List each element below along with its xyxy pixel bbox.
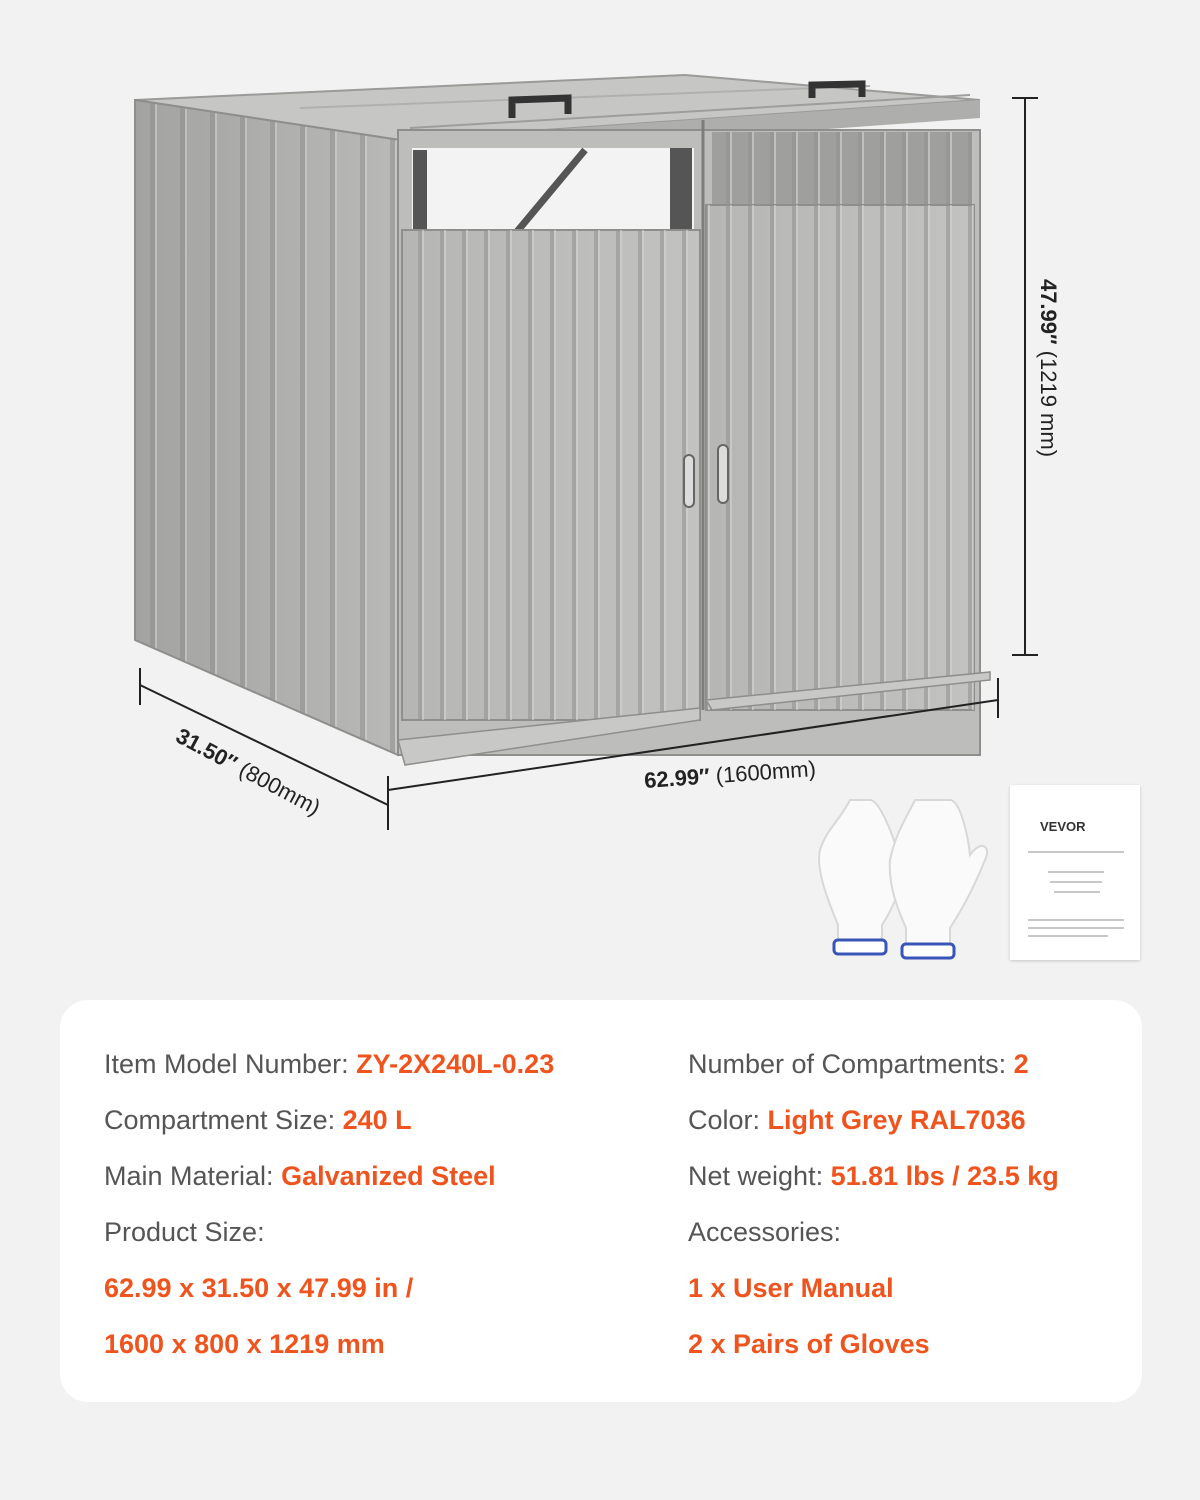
spec-compartment-size: Compartment Size: 240 L	[104, 1105, 412, 1135]
specs-left-column	[104, 1036, 554, 1372]
spec-item-model-number: Item Model Number: ZY-2X240L-0.23	[104, 1049, 555, 1079]
spec-accessory-manual: 1 x User Manual	[688, 1273, 894, 1303]
width-value: 62.99″	[643, 763, 711, 793]
height-value: 47.99″	[1036, 278, 1061, 345]
width-metric: (1600mm)	[714, 756, 817, 788]
spec-number-of-compartments: Number of Compartments: 2	[688, 1049, 1029, 1079]
spec-product-size-mm: 1600 x 800 x 1219 mm	[104, 1329, 385, 1359]
gloves-image	[819, 800, 987, 958]
height-metric: (1219 mm)	[1036, 350, 1061, 458]
specs-right-column	[688, 1036, 1059, 1372]
spec-net-weight: Net weight: 51.81 lbs / 23.5 kg	[688, 1161, 1059, 1191]
user-manual-image	[1010, 785, 1140, 960]
spec-product-size-label: Product Size:	[104, 1217, 265, 1247]
depth-metric: (800mm)	[235, 756, 325, 821]
specifications-card	[60, 1000, 1142, 1402]
spec-accessory-gloves: 2 x Pairs of Gloves	[688, 1329, 930, 1359]
spec-product-size-inches: 62.99 x 31.50 x 47.99 in /	[104, 1273, 414, 1303]
spec-color: Color: Light Grey RAL7036	[688, 1105, 1026, 1135]
depth-value: 31.50″	[171, 723, 242, 776]
spec-accessories-label: Accessories:	[688, 1217, 842, 1247]
manual-brand-logo: VEVOR	[1040, 819, 1086, 834]
spec-main-material: Main Material: Galvanized Steel	[104, 1161, 496, 1191]
height-dimension-label	[1035, 279, 1061, 457]
door-handle-right	[718, 445, 728, 503]
door-handle-left	[684, 455, 694, 507]
